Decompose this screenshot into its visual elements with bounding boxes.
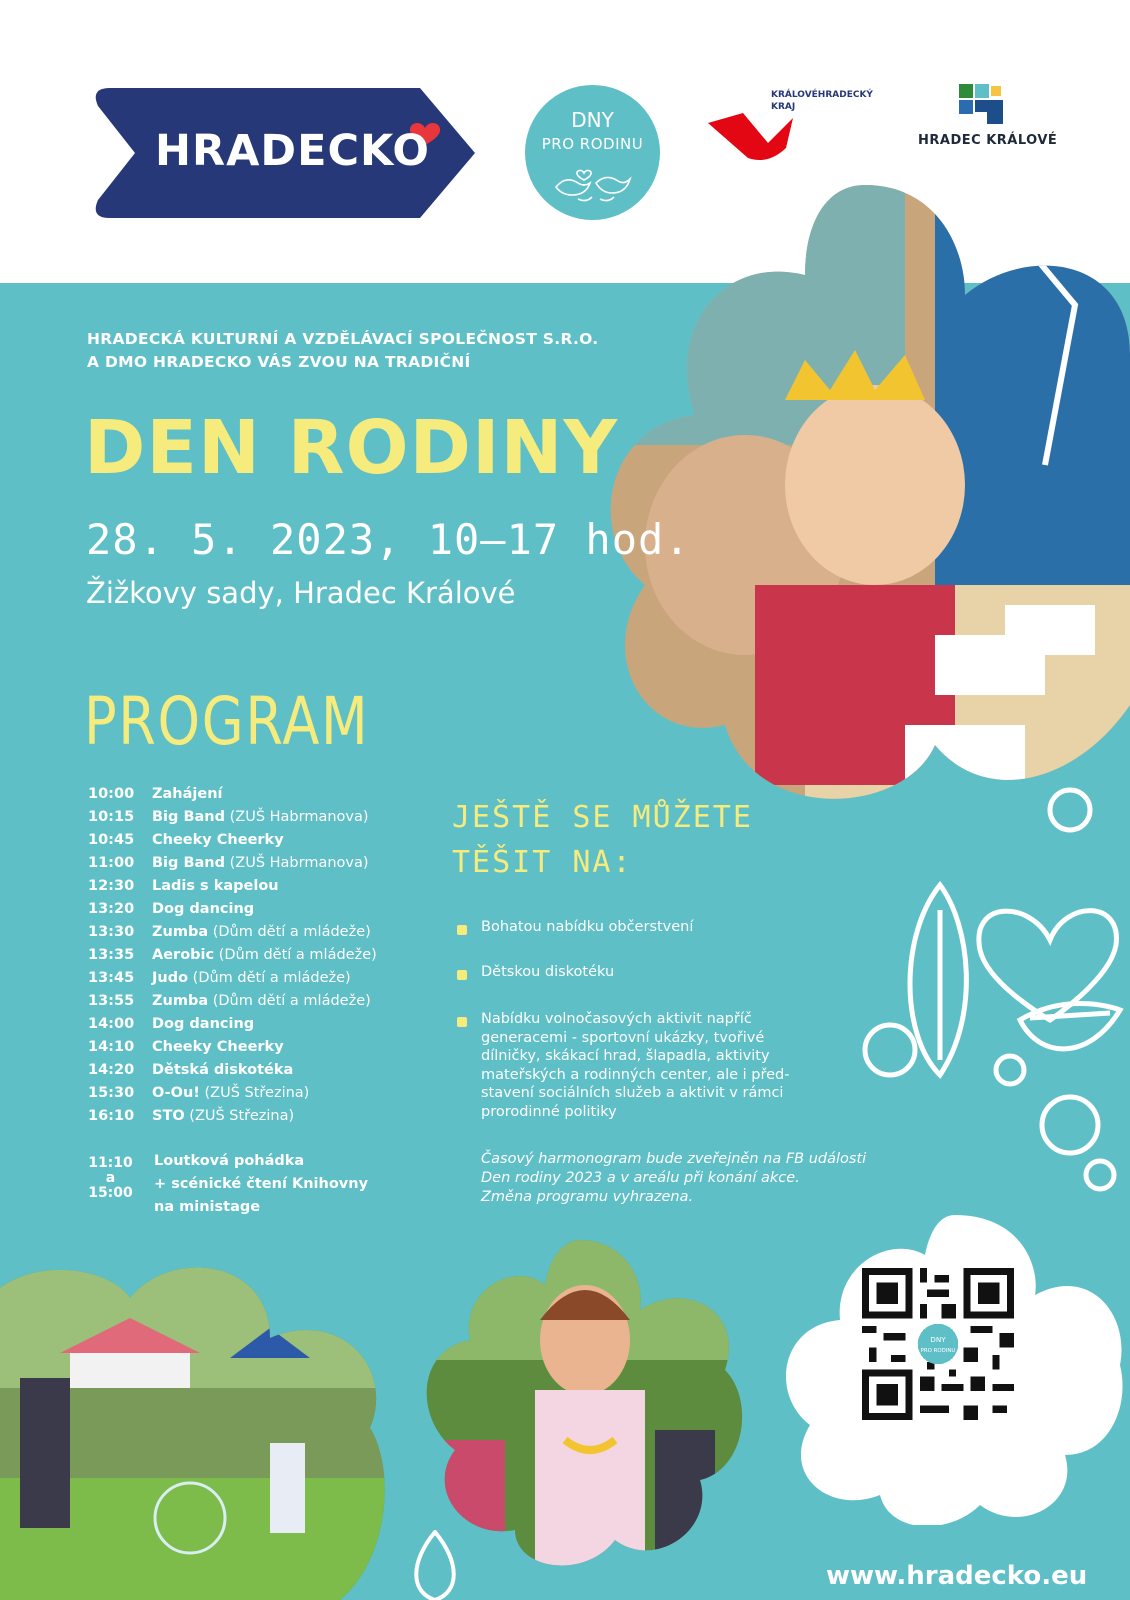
program-activity — [152, 901, 254, 917]
bullet-icon — [457, 1017, 467, 1027]
program-time: 16:10 — [88, 1107, 135, 1124]
program-time: 13:55 — [88, 992, 135, 1009]
extras-item-line: stavení sociálních služeb a aktivit v rámci — [481, 1085, 784, 1101]
program-activity-name: Cheeky Cheerky — [152, 831, 284, 848]
program-activity-name: O-Ou! — [152, 1084, 200, 1101]
decorative-shapes — [860, 780, 1130, 1200]
special-time — [88, 1156, 133, 1201]
program-activity-name: Dětská diskotéka — [152, 1061, 294, 1078]
extras-title-line2: TĚŠIT NA: — [452, 845, 633, 880]
special-time-from: 11:10 — [88, 1155, 133, 1171]
program-row — [88, 943, 418, 966]
hero-photo-children — [605, 185, 1130, 810]
program-activity-name: Big Band — [152, 854, 225, 871]
schedule-note — [481, 1150, 866, 1207]
program-activity — [152, 993, 371, 1009]
schedule-note-line: Změna programu vyhrazena. — [481, 1189, 694, 1205]
program-row — [88, 1058, 418, 1081]
program-row — [88, 1012, 418, 1035]
program-time: 11:00 — [88, 854, 135, 871]
photo-bubbles — [0, 1258, 395, 1600]
extras-item-line: Nabídku volnočasových aktivit napříč — [481, 1011, 752, 1027]
program-activity-note: (ZUŠ Střezina) — [199, 1084, 310, 1101]
photo-face-painted-girl — [415, 1240, 745, 1570]
bullet-icon — [457, 925, 467, 935]
program-time: 14:10 — [88, 1038, 135, 1055]
program-row — [88, 851, 418, 874]
program-activity-note: (Dům dětí a mládeže) — [214, 946, 377, 963]
extras-item — [481, 1010, 790, 1121]
extras-item-line: mateřských a rodinných center, ale i před- — [481, 1066, 790, 1083]
extras-item — [481, 918, 693, 937]
special-line3: na ministage — [154, 1199, 261, 1215]
decorative-leaf — [405, 1530, 465, 1600]
program-time: 10:45 — [88, 831, 135, 848]
program-activity — [152, 832, 284, 848]
program-time: 13:35 — [88, 946, 135, 963]
program-activity-note: (ZUŠ Habrmanova) — [225, 854, 369, 871]
extras-item-line: dílničky, skákací hrad, šlapadla, aktivity — [481, 1048, 770, 1064]
special-time-to: 15:00 — [88, 1185, 133, 1201]
special-activity — [154, 1150, 368, 1219]
event-place: Žižkovy sady, Hradec Králové — [86, 576, 516, 610]
extras-item-line: prorodinné politiky — [481, 1103, 617, 1120]
program-activity — [152, 786, 223, 802]
program-activity-note: (ZUŠ Habrmanova) — [225, 808, 369, 825]
program-time: 14:20 — [88, 1061, 135, 1078]
program-time: 13:45 — [88, 969, 135, 986]
program-activity-name: Ladis s kapelou — [152, 877, 279, 894]
program-row — [88, 1035, 418, 1058]
dny-badge-line1: DNY — [571, 108, 614, 132]
program-time: 13:30 — [88, 923, 135, 940]
special-time-sep: a — [105, 1170, 116, 1186]
qr-badge-line2 — [921, 1348, 956, 1354]
special-line2: + scénické čtení Knihovny — [154, 1176, 369, 1192]
special-line1: Loutková pohádka — [154, 1153, 305, 1169]
program-activity-name: Cheeky Cheerky — [152, 1038, 284, 1055]
program-activity — [152, 970, 351, 986]
schedule-note-line: Časový harmonogram bude zveřejněn na FB události — [481, 1151, 867, 1167]
program-time: 14:00 — [88, 1015, 135, 1032]
program-row — [88, 966, 418, 989]
extras-title-line1: JEŠTĚ SE MŮŽETE — [452, 800, 753, 835]
program-activity — [152, 947, 377, 963]
extras-item-line: Dětskou diskotéku — [481, 964, 615, 980]
program-time: 15:30 — [88, 1084, 135, 1101]
program-row — [88, 805, 418, 828]
program-activity-name: Judo — [152, 969, 189, 986]
program-row — [88, 782, 418, 805]
dny-badge-line2: PRO RODINU — [541, 135, 644, 153]
program-activity — [152, 809, 369, 825]
program-activity — [152, 855, 369, 871]
intro-line-1: HRADECKÁ KULTURNÍ A VZDĚLÁVACÍ SPOLEČNOST S.R.O. — [87, 330, 599, 348]
program-activity — [152, 878, 279, 894]
program-activity-note: (ZUŠ Střezina) — [184, 1107, 295, 1124]
extras-item-line: Bohatou nabídku občerstvení — [481, 919, 694, 935]
bullet-icon — [457, 970, 467, 980]
website-link[interactable]: www.hradecko.eu — [826, 1561, 1088, 1591]
program-activity-note: (Dům dětí a mládeže) — [188, 969, 351, 986]
program-activity-name: Aerobic — [152, 946, 215, 963]
program-schedule — [88, 782, 418, 1127]
program-time: 13:20 — [88, 900, 135, 917]
program-activity — [152, 1016, 254, 1032]
program-activity-name: Dog dancing — [152, 900, 255, 917]
kraj-logo-text-2: KRAJ — [771, 102, 796, 112]
program-activity-name: Big Band — [152, 808, 225, 825]
extras-item — [481, 963, 614, 982]
program-time: 10:00 — [88, 785, 135, 802]
hradecko-logo-text: HRADECKO — [155, 126, 430, 176]
program-row — [88, 828, 418, 851]
schedule-note-line: Den rodiny 2023 a v areálu při konání akce. — [481, 1170, 800, 1186]
program-activity-name: Zumba — [152, 923, 209, 940]
program-time: 10:15 — [88, 808, 135, 825]
program-activity-name: STO — [152, 1107, 185, 1124]
program-title: PROGRAM — [84, 683, 370, 760]
program-activity-name: Zahájení — [152, 785, 223, 802]
program-activity — [152, 1039, 284, 1055]
extras-item-line: generacemi - sportovní ukázky, tvořivé — [481, 1029, 765, 1046]
event-title: DEN RODINY — [84, 405, 619, 491]
kraj-logo-text: KRÁLOVÉHRADECKÝ — [771, 90, 873, 100]
program-row — [88, 989, 418, 1012]
program-time: 12:30 — [88, 877, 135, 894]
hradec-kralove-logo-text: HRADEC KRÁLOVÉ — [918, 133, 1058, 148]
qr-badge-line1: DNY — [930, 1334, 946, 1344]
qr-code[interactable] — [862, 1268, 1014, 1420]
program-row — [88, 1104, 418, 1127]
program-activity — [152, 1062, 293, 1078]
program-row — [88, 920, 418, 943]
program-activity — [152, 1108, 294, 1124]
kralovehradecky-kraj-logo — [708, 103, 808, 163]
program-row — [88, 1081, 418, 1104]
program-activity — [152, 1085, 309, 1101]
program-activity-note: (Dům dětí a mládeže) — [208, 992, 371, 1009]
event-date: 28. 5. 2023, 10–17 hod. — [86, 515, 691, 564]
program-row — [88, 897, 418, 920]
program-activity — [152, 924, 371, 940]
program-activity-note: (Dům dětí a mládeže) — [208, 923, 371, 940]
intro-line-2: A DMO HRADECKO VÁS ZVOU NA TRADIČNÍ — [87, 353, 471, 371]
hradec-kralove-logo — [957, 82, 1007, 127]
program-activity-name: Dog dancing — [152, 1015, 255, 1032]
program-activity-name: Zumba — [152, 992, 209, 1009]
program-row — [88, 874, 418, 897]
